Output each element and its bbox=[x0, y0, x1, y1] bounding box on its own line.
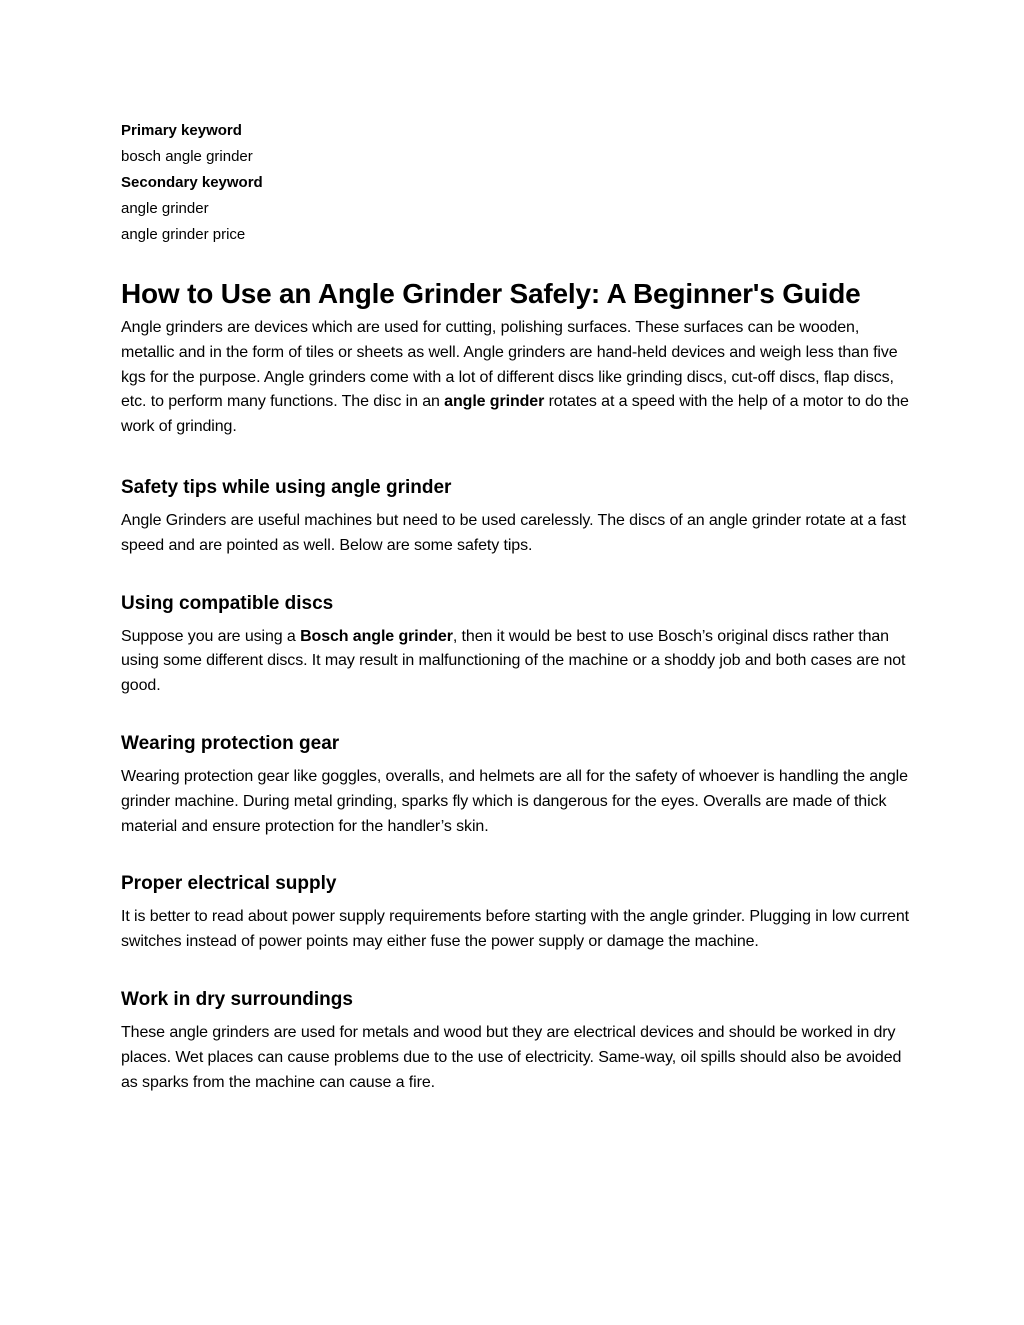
section-dry-surroundings bbox=[121, 987, 911, 1095]
section-heading: Wearing protection gear bbox=[121, 732, 340, 754]
section-protection-gear bbox=[121, 731, 911, 839]
section-heading: Work in dry surroundings bbox=[121, 988, 353, 1010]
secondary-keyword-label: Secondary keyword bbox=[121, 174, 263, 191]
section-compatible-discs bbox=[121, 591, 911, 699]
section-heading: Proper electrical supply bbox=[121, 873, 337, 895]
intro-paragraph bbox=[121, 316, 911, 440]
section-electrical-supply bbox=[121, 871, 911, 955]
intro-bold-keyword: angle grinder bbox=[444, 393, 545, 411]
intro-text-end: rotates at a speed with the help of a motor to do the work of grinding. bbox=[121, 393, 909, 436]
section-text-end: , then it would be best to use Bosch’s original discs rather than using some different discs. It may result in malfunctioning of the machine or a shoddy job and both cases are not good. bbox=[121, 627, 906, 695]
section-text: Suppose you are using a bbox=[121, 627, 301, 645]
secondary-keyword-value: angle grinder price bbox=[121, 226, 246, 243]
intro-text: Angle grinders are devices which are used for cutting, polishing surfaces. These surfaces can be wooden, metallic and in the form of tiles or sheets as well. Angle grinders are hand-held devices and weigh less than five kgs for the purpose. Angle grinders come with a lot of different discs like grinding discs, cut-off discs, flap discs, etc. to perform many functions. The disc in an bbox=[121, 319, 898, 411]
primary-keyword-value: bosch angle grinder bbox=[121, 148, 253, 165]
section-paragraph: These angle grinders are used for metals and wood but they are electrical devices and should be worked in dry places. Wet places can cause problems due to the use of electricity. Same-way, oil spills should also be avoided as sparks from the machine can cause a fire. bbox=[121, 1023, 902, 1091]
section-paragraph: Angle Grinders are useful machines but need to be used carelessly. The discs of an angle grinder rotate at a fast speed and are pointed as well. Below are some safety tips. bbox=[121, 511, 907, 554]
keywords-block bbox=[121, 118, 911, 248]
section-heading: Safety tips while using angle grinder bbox=[121, 476, 452, 498]
section-heading: Using compatible discs bbox=[121, 592, 334, 614]
article-title: How to Use an Angle Grinder Safely: A Beginner's Guide bbox=[121, 278, 861, 309]
section-paragraph: It is better to read about power supply requirements before starting with the angle grinder. Plugging in low current switches instead of power points may either fuse the power supply or damage the machine. bbox=[121, 908, 909, 951]
document-page bbox=[121, 118, 911, 1095]
section-safety-tips bbox=[121, 475, 911, 559]
bold-keyword: Bosch angle grinder bbox=[300, 627, 453, 645]
section-paragraph: Wearing protection gear like goggles, overalls, and helmets are all for the safety of whoever is handling the angle grinder machine. During metal grinding, sparks fly which is dangerous for the eyes. Overalls are made of thick material and ensure protection for the handler’s skin. bbox=[121, 767, 908, 835]
primary-keyword-label: Primary keyword bbox=[121, 122, 242, 139]
section-paragraph bbox=[121, 625, 911, 699]
secondary-keyword-value: angle grinder bbox=[121, 200, 209, 217]
